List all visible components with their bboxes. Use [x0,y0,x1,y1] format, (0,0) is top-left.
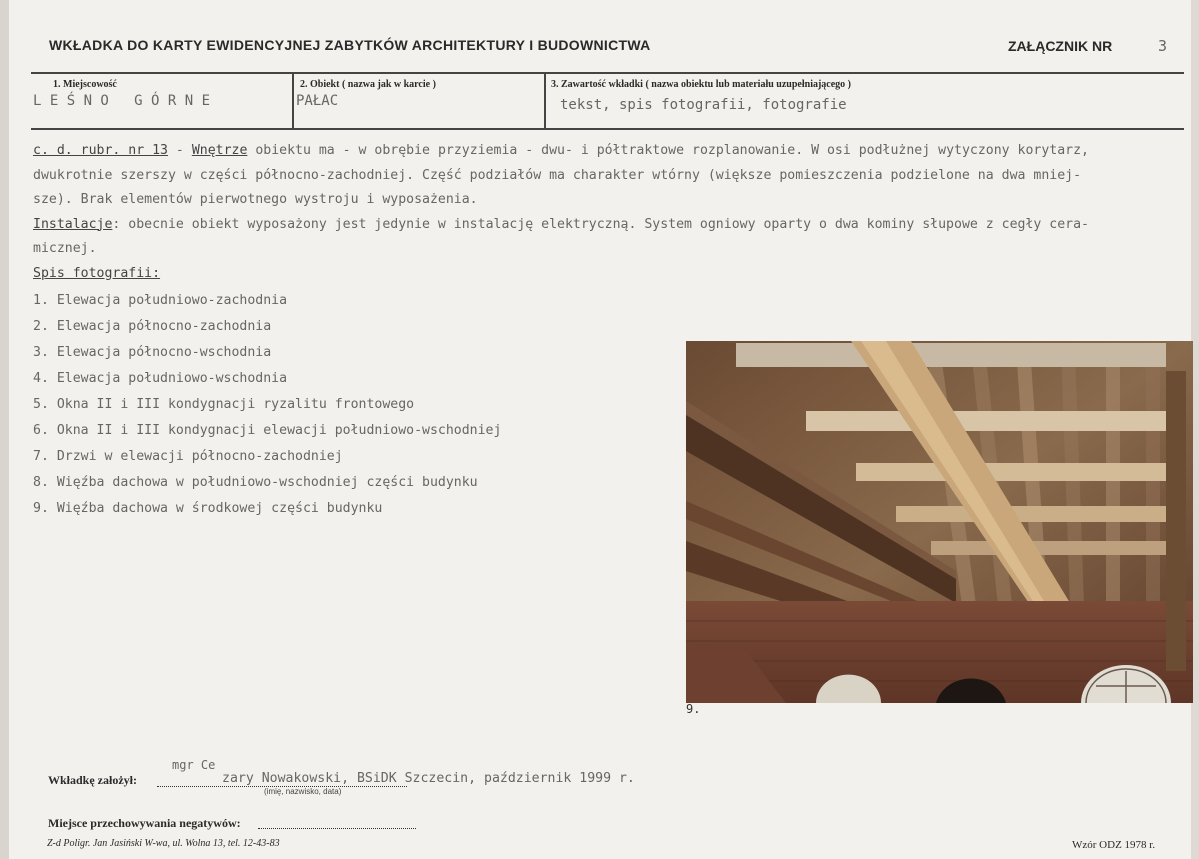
attachment-number: 3 [1158,37,1168,55]
interior-paragraph-line-1: c. d. rubr. nr 13 - Wnętrze obiektu ma - w obrębie przyziemia - dwu- i półtraktowe rozplanowanie. W osi podłużnej wytyczony korytarz, [33,143,1089,158]
roof-truss-photo [686,341,1193,703]
photo-list-item: 7. Drzwi w elewacji północno-zachodniej [33,449,343,464]
locality-label: 1. Miejscowość [53,79,117,90]
created-by-caption: (imię, nazwisko, data) [264,787,342,796]
field-divider-1 [292,72,294,128]
interior-paragraph-line-3: sze). Brak elementów pierwotnego wystroju i wyposażenia. [33,192,478,207]
photo-list-item: 6. Okna II i III kondygnacji elewacji południowo-wschodniej [33,423,502,438]
photo-list-item: 2. Elewacja północno-zachodnia [33,319,272,334]
photo-list-item: 1. Elewacja południowo-zachodnia [33,293,288,308]
photo-list-item: 3. Elewacja północno-wschodnia [33,345,272,360]
header-rule-bottom [31,128,1184,130]
created-by-value-a: mgr Ce [172,758,216,772]
interior-heading: Wnętrze [191,143,248,158]
page-edge-left [0,0,9,859]
object-label: 2. Obiekt ( nazwa jak w karcie ) [300,79,436,90]
created-by-label: Wkładkę założył: [48,773,137,787]
created-by-value-b: zary Nowakowski, BSiDK Szczecin, październik 1999 r. [222,771,635,786]
photo-list-item: 4. Elewacja południowo-wschodnia [33,371,288,386]
header-rule-top [31,72,1184,74]
interior-paragraph-line-2: dwukrotnie szerszy w części północno-zachodniej. Część podziałów ma charakter wtórny (większe pomieszczenia podzielone na dwa mniej- [33,167,1082,183]
form-model: Wzór ODZ 1978 r. [1072,839,1156,851]
photos-heading: Spis fotografii: [33,265,161,281]
attachment-label: ZAŁĄCZNIK NR [1008,38,1113,54]
printer-imprint: Z-d Poligr. Jan Jasiński W-wa, ul. Wolna 13, tel. 12-43-83 [47,838,280,849]
document-title: WKŁADKA DO KARTY EWIDENCYJNEJ ZABYTKÓW ARCHITEKTURY I BUDOWNICTWA [49,37,651,53]
photo-list-item: 8. Więźba dachowa w południowo-wschodniej części budynku [33,475,478,490]
negatives-location-dotted-line [258,828,416,829]
photo-list-item: 9. Więźba dachowa w środkowej części budynku [33,501,383,516]
installations-line-1: Instalacje: obecnie obiekt wyposażony jest jedynie w instalację elektryczną. System ogniowy oparty o dwa kominy słupowe z cegły cera- [33,216,1089,232]
rubric-reference: c. d. rubr. nr 13 [33,143,168,158]
negatives-location-label: Miejsce przechowywania negatywów: [48,816,241,830]
contents-value: tekst, spis fotografii, fotografie [560,97,847,113]
contents-label: 3. Zawartość wkładki ( nazwa obiektu lub materiału uzupełniającego ) [551,79,852,90]
object-value: PAŁAC [296,93,339,109]
installations-heading: Instalacje [33,216,113,232]
photo-number: 9. [686,702,701,716]
locality-value: L E Ś N O G Ó R N E [33,93,211,109]
field-divider-2 [544,72,546,128]
photo-list-item: 5. Okna II i III kondygnacji ryzalitu frontowego [33,397,415,412]
installations-line-2: micznej. [33,241,97,256]
